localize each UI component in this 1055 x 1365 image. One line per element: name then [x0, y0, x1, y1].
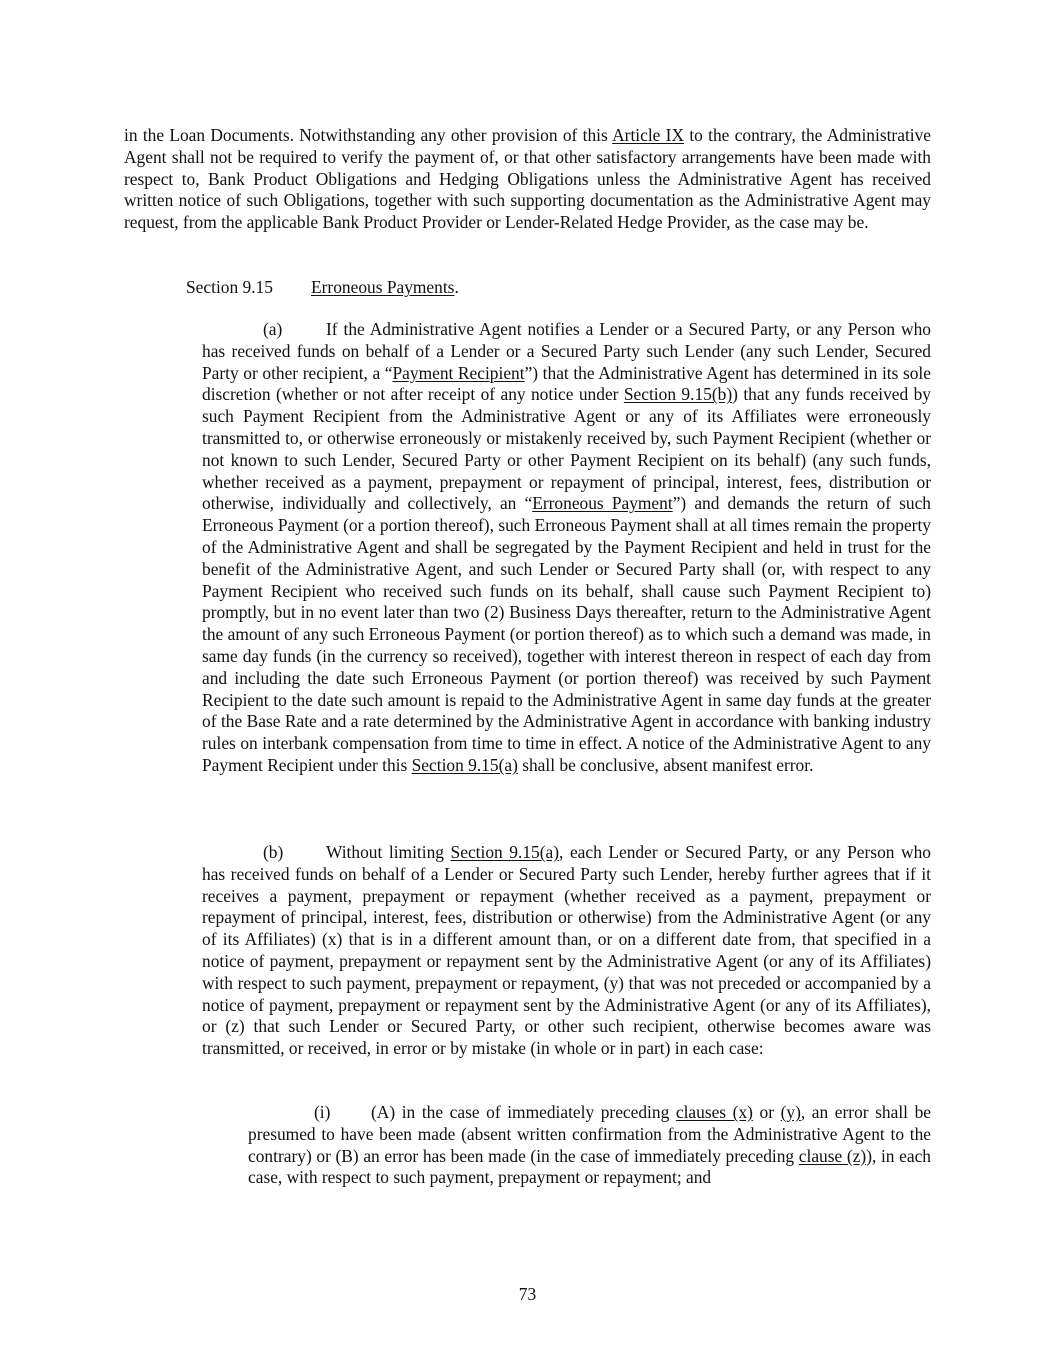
paragraph-i-label: (i) [314, 1102, 331, 1122]
paragraph-a [202, 319, 931, 777]
clause-z-reference: clause (z) [798, 1145, 867, 1166]
section-title: Erroneous Payments [311, 277, 455, 297]
paragraph-i [248, 1102, 931, 1189]
section-9-15-b-reference: Section 9.15(b) [623, 384, 733, 405]
page-number: 73 [518, 1284, 537, 1304]
clause-y-reference: (y) [780, 1102, 801, 1122]
defined-term-payment-recipient: Payment Recipient [392, 362, 525, 383]
intro-text-2: to the contrary, the Administrative Agent shall not be required to verify the payment of, or that other satisfactory arrangements have been made with respect to, Bank Product Obligations and Hedging Obligations unless the Administrative Agent has received written notice of such Obligations, together with such supporting documentation as the Administrative Agent may request, from the applicable Bank Product Provider or Lender-Related Hedge Provider, as the case may be. [124, 125, 932, 233]
paragraph-a-text-5: shall be conclusive, absent manifest error. [517, 754, 814, 775]
article-ix-reference: Article IX [612, 125, 685, 145]
intro-paragraph [124, 125, 931, 234]
paragraph-b-label: (b) [263, 842, 284, 862]
paragraph-i-text-4: ), in each case, with respect to such payment, prepayment or repayment; and [248, 1145, 931, 1188]
section-heading [186, 277, 786, 299]
paragraph-a-text-1: If the Administrative Agent notifies a Lender or a Secured Party, or any Person who has received funds on behalf of a Lender or a Secured Party such Lender (any such Lender, Secured Party or other recipient, a “ [202, 319, 931, 383]
intro-text-1: in the Loan Documents. Notwithstanding any other provision of this [124, 125, 613, 145]
section-9-15-a-reference: Section 9.15(a) [450, 842, 560, 862]
paragraph-b-text-1: Without limiting [326, 842, 451, 862]
paragraph-i-text-1: (A) in the case of immediately preceding [371, 1102, 676, 1122]
paragraph-a-text-4: ”) and demands the return of such Erroneous Payment (or a portion thereof), such Erroneous Payment shall at all times remain the property of the Administrative Agent and shall be segregated by the Payment Recipient and held in trust for the benefit of the Administrative Agent, and such Lender or Secured Party shall (or, with respect to any Payment Recipient who received such funds on its behalf, shall cause such Payment Recipient to) promptly, but in no event later than two (2) Business Days thereafter, return to the Administrative Agent the amount of any such Erroneous Payment (or portion thereof) as to which such a demand was made, in same day funds (in the currency so received), together with interest thereon in respect of each day from and including the date such Erroneous Payment (or portion thereof) was received by such Payment Recipient to the date such amount is repaid to the Administrative Agent in same day funds at the greater of the Base Rate and a rate determined by the Administrative Agent in accordance with banking industry rules on interbank compensation from time to time in effect. A notice of the Administrative Agent to any Payment Recipient under this [202, 493, 932, 775]
defined-term-erroneous-payment: Erroneous Payment [532, 493, 673, 514]
paragraph-i-text-3: , an error shall be presumed to have been made (absent written confirmation from the Administrative Agent to the contrary) or (B) an error has been made (in the case of immediately preceding [248, 1102, 931, 1166]
paragraph-a-text-3: ) that any funds received by such Payment Recipient from the Administrative Agent or any of its Affiliates were erroneously transmitted to, or otherwise erroneously or mistakenly received by, such Payment Recipient (whether or not known to such Lender, Secured Party or other Payment Recipient on its behalf) (any such funds, whether received as a payment, prepayment or repayment of principal, interest, fees, distribution or otherwise, individually and collectively, an “ [202, 384, 932, 514]
clause-x-reference: clauses (x) [675, 1102, 753, 1122]
section-9-15-a-reference: Section 9.15(a) [411, 754, 518, 775]
paragraph-i-text-2: or [752, 1102, 781, 1122]
paragraph-b [202, 842, 931, 1060]
section-title-period: . [454, 277, 459, 297]
section-number: Section 9.15 [186, 277, 273, 297]
paragraph-a-label: (a) [263, 319, 283, 339]
paragraph-b-text-2: , each Lender or Secured Party, or any Person who has received funds on behalf of a Lender or Secured Party such Lender, hereby further agrees that if it receives a payment, prepayment or repayment (whether received as a payment, prepayment or repayment of principal, interest, fees, distribution or otherwise) from the Administrative Agent (or any of its Affiliates) (x) that is in a different amount than, or on a different date from, that specified in a notice of payment, prepayment or repayment sent by the Administrative Agent (or any of its Affiliates) with respect to such payment, prepayment or repayment, (y) that was not preceded or accompanied by a notice of payment, prepayment or repayment sent by the Administrative Agent (or any of its Affiliates), or (z) that such Lender or Secured Party, or other such recipient, otherwise becomes aware was transmitted, or received, in error or by mistake (in whole or in part) in each case: [202, 842, 931, 1059]
paragraph-a-text-2: ”) that the Administrative Agent has determined in its sole discretion (whether or not after receipt of any notice under [202, 362, 931, 405]
